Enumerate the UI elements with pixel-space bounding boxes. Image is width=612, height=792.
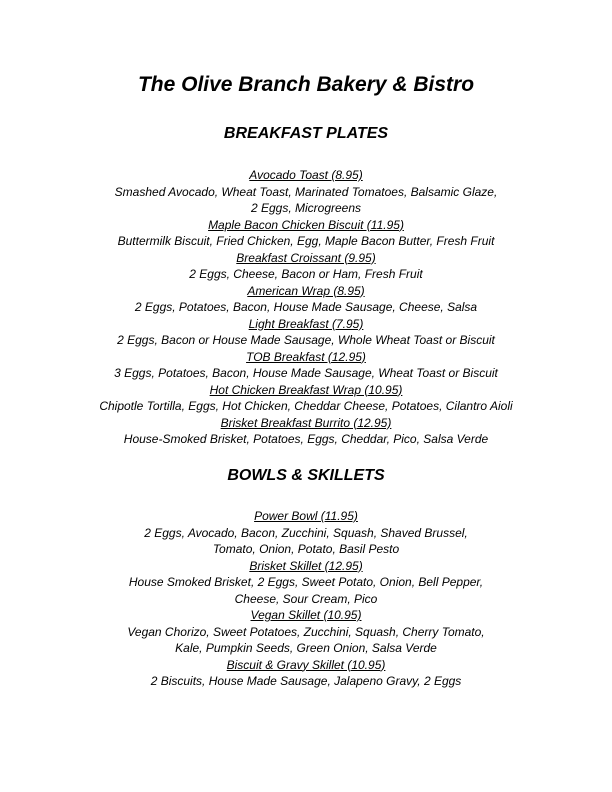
section-heading-breakfast-plates: BREAKFAST PLATES <box>223 125 389 142</box>
menu-item <box>0 167 612 184</box>
menu-item-description: House Smoked Brisket, 2 Eggs, Sweet Potato, Onion, Bell Pepper, <box>128 575 484 589</box>
menu-item-description: 2 Eggs, Microgreens <box>250 201 362 215</box>
menu-item-name: Brisket Skillet (12.95) <box>249 558 363 573</box>
menu-item-description: 3 Eggs, Potatoes, Bacon, House Made Sausage, Wheat Toast or Biscuit <box>114 366 498 380</box>
menu-item-description: 2 Eggs, Cheese, Bacon or Ham, Fresh Fruit <box>189 267 423 281</box>
menu-item <box>0 508 612 525</box>
menu-item-description: Tomato, Onion, Potato, Basil Pesto <box>212 542 400 556</box>
menu-item-name: TOB Breakfast (12.95) <box>246 349 366 364</box>
menu-item-name: American Wrap (8.95) <box>247 283 365 298</box>
menu-item <box>0 283 612 300</box>
menu-item-name: Hot Chicken Breakfast Wrap (10.95) <box>209 382 403 397</box>
menu-item <box>0 415 612 432</box>
menu-item-description: 2 Eggs, Avocado, Bacon, Zucchini, Squash, Shaved Brussel, <box>144 525 468 540</box>
menu-item-description: 2 Eggs, Bacon or House Made Sausage, Whole Wheat Toast or Biscuit <box>117 333 495 347</box>
menu-item-description: Smashed Avocado, Wheat Toast, Marinated Tomatoes, Balsamic Glaze, <box>114 184 498 199</box>
menu-item <box>0 657 612 674</box>
menu-item-description: Cheese, Sour Cream, Pico <box>234 591 378 606</box>
menu-item <box>0 217 612 234</box>
menu-item-name: Vegan Skillet (10.95) <box>250 608 362 622</box>
menu-item <box>0 558 612 575</box>
menu-item-name: Light Breakfast (7.95) <box>248 316 364 331</box>
menu-title: The Olive Branch Bakery & Bistro <box>137 73 475 96</box>
menu-item-name: Biscuit & Gravy Skillet (10.95) <box>226 657 386 672</box>
menu-item-description: Kale, Pumpkin Seeds, Green Onion, Salsa Verde <box>175 641 437 655</box>
menu-item <box>0 349 612 366</box>
menu-item-description: Chipotle Tortilla, Eggs, Hot Chicken, Cheddar Cheese, Potatoes, Cilantro Aioli <box>99 399 513 413</box>
menu-item-name: Power Bowl (11.95) <box>254 509 358 523</box>
menu-item-name: Brisket Breakfast Burrito (12.95) <box>220 415 392 430</box>
menu-item <box>0 250 612 267</box>
bowls-skillets-list <box>0 508 612 690</box>
menu-item-description: Buttermilk Biscuit, Fried Chicken, Egg, Maple Bacon Butter, Fresh Fruit <box>117 234 495 248</box>
menu-item-description: House-Smoked Brisket, Potatoes, Eggs, Cheddar, Pico, Salsa Verde <box>123 432 489 446</box>
menu-item-description: 2 Biscuits, House Made Sausage, Jalapeno Gravy, 2 Eggs <box>150 674 462 688</box>
menu-item <box>0 607 612 624</box>
menu-item-description: 2 Eggs, Potatoes, Bacon, House Made Sausage, Cheese, Salsa <box>134 300 478 314</box>
menu-item-description: Vegan Chorizo, Sweet Potatoes, Zucchini, Squash, Cherry Tomato, <box>127 624 485 639</box>
section-heading-bowls-skillets: BOWLS & SKILLETS <box>227 467 385 484</box>
menu-item-name: Maple Bacon Chicken Biscuit (11.95) <box>208 217 404 232</box>
breakfast-plates-list <box>0 167 612 448</box>
menu-item-name: Breakfast Croissant (9.95) <box>236 250 376 265</box>
menu-item <box>0 382 612 399</box>
menu-item <box>0 316 612 333</box>
menu-item-name: Avocado Toast (8.95) <box>249 168 363 182</box>
